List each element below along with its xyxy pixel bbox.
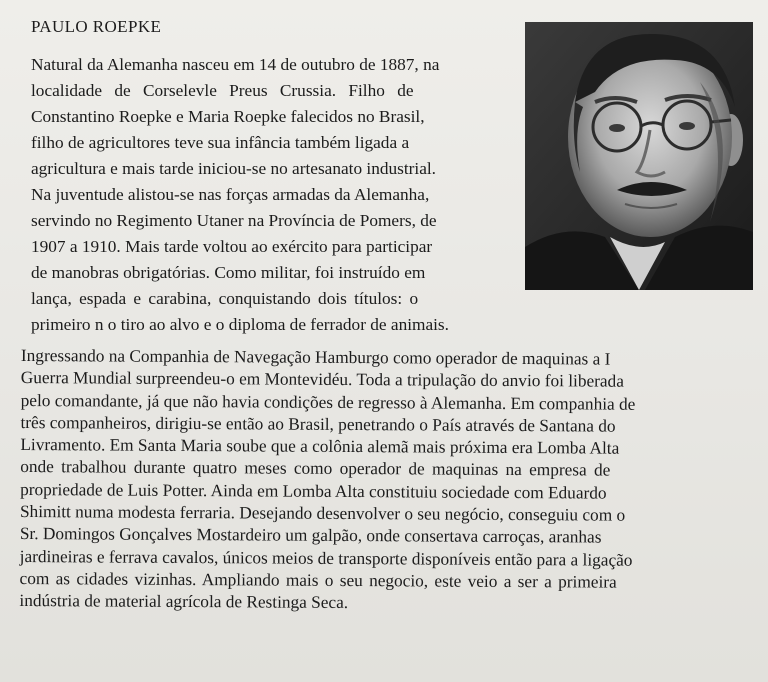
body-paragraph <box>19 345 768 617</box>
body-line: onde trabalhou durante quatro meses como operador de maquinas na empresa de <box>20 457 611 481</box>
intro-line: servindo no Regimento Utaner na Província de Pomers, de <box>31 211 437 230</box>
intro-line: 1907 a 1910. Mais tarde voltou ao exército para participar <box>31 237 433 256</box>
portrait-photo <box>525 22 753 290</box>
body-line: Livramento. Em Santa Maria soube que a colônia alemã mais próxima era Lomba Alta <box>20 435 620 458</box>
body-line: três companheiros, dirigiu-se então ao Brasil, penetrando o País através de Santana do <box>20 412 616 436</box>
intro-line: filho de agricultores teve sua infância também ligada a <box>31 133 410 152</box>
intro-line: Na juventude alistou-se nas forças armadas da Alemanha, <box>31 185 430 204</box>
intro-paragraph <box>31 52 519 338</box>
intro-line: agricultura e mais tarde iniciou-se no artesanato industrial. <box>31 159 437 178</box>
intro-line: localidade de Corselevle Preus Crussia. Filho de <box>31 81 414 100</box>
intro-line: Natural da Alemanha nasceu em 14 de outubro de 1887, na <box>31 55 440 74</box>
intro-line: de manobras obrigatórias. Como militar, foi instruído em <box>31 263 426 282</box>
body-line: Sr. Domingos Gonçalves Mostardeiro um galpão, onde consertava carroças, aranhas <box>19 524 602 547</box>
intro-line: Constantino Roepke e Maria Roepke falecidos no Brasil, <box>31 107 425 126</box>
page-title: PAULO ROEPKE <box>31 17 162 36</box>
body-line: jardineiras e ferrava cavalos, únicos meios de transporte disponíveis então para a ligação <box>19 546 633 570</box>
body-line: Shimitt numa modesta ferraria. Desejando desenvolver o seu negócio, conseguiu com o <box>19 502 626 525</box>
portrait-image <box>525 22 753 290</box>
intro-line: lança, espada e carabina, conquistando dois títulos: o <box>31 289 419 308</box>
body-line: Guerra Mundial surpreendeu-o em Montevidéu. Toda a tripulação do anvio foi liberada <box>20 368 624 391</box>
body-line: propriedade de Luis Potter. Ainda em Lomba Alta constituiu sociedade com Eduardo <box>20 479 607 503</box>
body-line: com as cidades vizinhas. Ampliando mais o seu negocio, este veio a ser a primeira <box>19 568 617 592</box>
body-line: pelo comandante, já que não havia condições de regresso à Alemanha. Em companhia de <box>20 390 636 414</box>
body-line: Ingressando na Companhia de Navegação Hamburgo como operador de maquinas a I <box>20 345 611 369</box>
body-line: indústria de material agrícola de Restinga Seca. <box>19 591 349 613</box>
intro-line: primeiro n o tiro ao alvo e o diploma de ferrador de animais. <box>31 315 449 334</box>
